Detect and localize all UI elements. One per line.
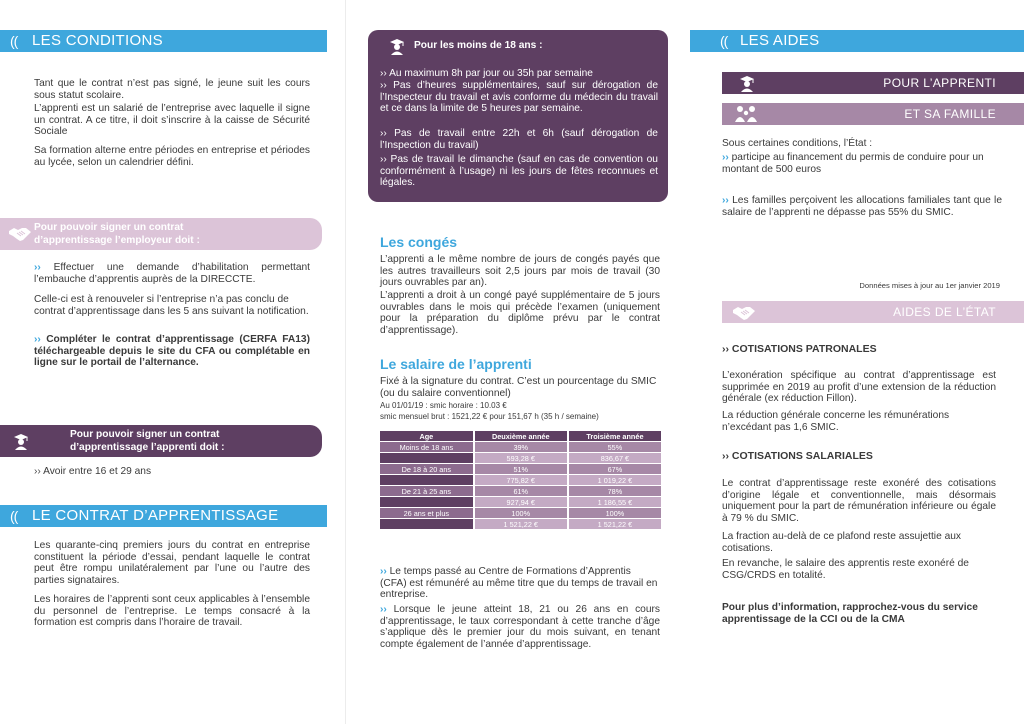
salaire-note-1: ›› Le temps passé au Centre de Formations d’Apprentis (CFA) est rémunéré au même titre que du temps de travail en entreprise. [380,566,658,600]
aides-header-label: LES AIDES [740,32,820,49]
minors-item-3: ›› Pas de travail entre 22h et 6h (sauf dérogation de l’Inspection du travail) [380,128,658,151]
minors-title: Pour les moins de 18 ans : [414,40,543,51]
conges-paragraph-2: L’apprenti a droit à un congé payé supplémentaire de 5 jours ouvrables dans le mois qui précède l’examen (uniquement pour la préparation du diplôme prévu par le contrat d’apprentissage). [380,290,660,336]
student-icon [738,73,756,93]
aides-etat-bar [722,301,1024,323]
contract-header: (( LE CONTRAT D’APPRENTISSAGE [0,505,327,527]
famille-label: ET SA FAMILLE [904,107,996,121]
employer-item-2: ›› Compléter le contrat d’apprentissage (CERFA FA13) téléchargeable depuis le site du CFA ou complétable en ligne sur le portail de l’alternance. [34,334,310,368]
pour-apprenti-bar [722,72,1024,94]
conges-title: Les congés [380,234,458,250]
apprentice-title-line-1: Pour pouvoir signer un contrat [70,429,220,440]
conditions-paragraph-1: Tant que le contrat n’est pas signé, le jeune suit les cours sous statut scolaire. [34,78,310,101]
apprentice-title-pill [0,425,322,457]
employer-item-1: ›› Effectuer une demande d’habilitation permettant l’embauche d’apprentis auprès de la DIRECCTE. [34,262,310,285]
pour-apprenti-label: POUR L’APPRENTI [883,76,996,90]
salariales-paragraph-1: Le contrat d’apprentissage reste exonéré des cotisations d’origine légale et conventionnelle, mais désormais uniquement pour la part de rémunération inférieure ou égale à 79 % du SMIC. [722,478,996,524]
apprentice-title-line-2: d’apprentissage l’apprenti doit : [70,442,225,453]
conditions-header: (( LES CONDITIONS [0,30,327,52]
employer-item-1-note: Celle-ci est à renouveler si l’entreprise n’a pas conclu de contrat d’apprentissage dans les 5 ans suivant la notification. [34,294,309,317]
column-middle [345,0,690,724]
cotisations-patronales-title: ›› COTISATIONS PATRONALES [722,343,877,355]
employer-title-line-1: Pour pouvoir signer un contrat [34,222,184,233]
apprentice-item: ›› Avoir entre 16 et 29 ans [34,466,152,477]
handshake-icon [732,304,756,322]
column-left [0,0,345,724]
info-paragraph: Pour plus d’information, rapprochez-vous du service apprentissage de la CCI ou de la CMA [722,602,978,625]
table-row: De 18 à 20 ans 51% 67% [380,464,661,474]
salary-table-header-row [380,431,661,441]
contract-header-label: LE CONTRAT D’APPRENTISSAGE [32,507,279,524]
salaire-title: Le salaire de l’apprenti [380,356,532,372]
minors-box [368,30,668,202]
conges-paragraph-1: L’apprenti a le même nombre de jours de congés payés que les autres travailleurs soit 2,5 jours par mois de travail (30 jours ouvrables par an). [380,254,660,288]
table-row: 927,94 € 1 186,55 € [380,497,661,507]
table-row: De 21 à 25 ans 61% 78% [380,486,661,496]
salaire-paragraph: Fixé à la signature du contrat. C’est un pourcentage du SMIC (ou du salaire conventionnel) [380,376,657,399]
aides-item-2: ›› Les familles perçoivent les allocations familiales tant que le salaire de l’apprenti ne dépasse pas 55% du SMIC. [722,195,1002,218]
table-row: 1 521,22 € 1 521,22 € [380,519,661,529]
salary-table [378,430,663,530]
patronales-paragraph-1: L’exonération spécifique au contrat d’apprentissage est supprimée en 2019 au profit d’une extension de la réduction générale (ex réduction Fillon). [722,370,996,404]
salary-header-age: Age [380,431,473,441]
employer-title-line-2: d’apprentissage l’employeur doit : [34,235,200,246]
table-row: 593,28 € 836,67 € [380,453,661,463]
conditions-paragraph-2: L’apprenti est un salarié de l’entreprise avec laquelle il signe un contrat. A ce titre, il doit s’inscrire à la caisse de Sécurité Sociale [34,103,310,137]
aides-header: (( LES AIDES [690,30,1024,52]
salaire-smic-mensuel: smic mensuel brut : 1521,22 € pour 151,67 h (35 h / semaine) [380,412,599,421]
salary-header-year3: Troisième année [569,431,661,441]
table-row: 775,82 € 1 019,22 € [380,475,661,485]
employer-title-pill [0,218,322,250]
contract-paragraph-2: Les horaires de l’apprenti sont ceux applicables à l’ensemble du personnel de l’entreprise. Le temps consacré à la formation est compris dans l’horaire de travail. [34,594,310,628]
famille-bar [722,103,1024,125]
table-row: 26 ans et plus 100% 100% [380,508,661,518]
cotisations-salariales-title: ›› COTISATIONS SALARIALES [722,450,873,462]
aides-intro: Sous certaines conditions, l’État : [722,138,873,149]
student-icon [388,36,406,56]
minors-item-4: ›› Pas de travail le dimanche (sauf en cas de convention ou conformément à l’usage) ni les jours de fêtes reconnues et légales. [380,154,658,188]
patronales-paragraph-2: La réduction générale concerne les rémunérations n’excédant pas 1,6 SMIC. [722,410,950,433]
handshake-icon [8,225,32,243]
salariales-paragraph-2: La fraction au-delà de ce plafond reste assujettie aux cotisations. [722,531,961,554]
aides-etat-label: AIDES DE L’ÉTAT [893,305,996,319]
family-icon [734,105,758,123]
salary-header-year2: Deuxième année [475,431,567,441]
salaire-note-2: ›› Lorsque le jeune atteint 18, 21 ou 26 ans en cours d’apprentissage, le taux correspondant à cette tranche d’âge s’applique dès le premier jour du mois suivant, en tenant compte également de l’année d’apprentissage. [380,604,660,650]
conditions-header-label: LES CONDITIONS [32,32,163,49]
student-icon [12,431,30,451]
salaire-smic-horaire: Au 01/01/19 : smic horaire : 10.03 € [380,401,507,410]
minors-item-2: ›› Pas d’heures supplémentaires, sauf sur dérogation de l’Inspecteur du travail et avis conforme du médecin du travail et ce dans la limite de 5 heures par semaine. [380,80,658,114]
aides-item-1: ›› participe au financement du permis de conduire pour un montant de 500 euros [722,152,984,175]
table-row: Moins de 18 ans 39% 55% [380,442,661,452]
salariales-paragraph-3: En revanche, le salaire des apprentis reste exonéré de CSG/CRDS en totalité. [722,558,969,581]
contract-paragraph-1: Les quarante-cinq premiers jours du contrat en entreprise constituent la période d’essai, pendant laquelle le contrat peut être rompu unilatéralement par l’une ou l’autre des parties signataires. [34,540,310,586]
update-note: Données mises à jour au 1er janvier 2019 [859,281,1000,290]
minors-item-1: ›› Au maximum 8h par jour ou 35h par semaine [380,68,593,79]
conditions-paragraph-3: Sa formation alterne entre périodes en entreprise et périodes au lycée, selon un calendrier défini. [34,145,310,168]
